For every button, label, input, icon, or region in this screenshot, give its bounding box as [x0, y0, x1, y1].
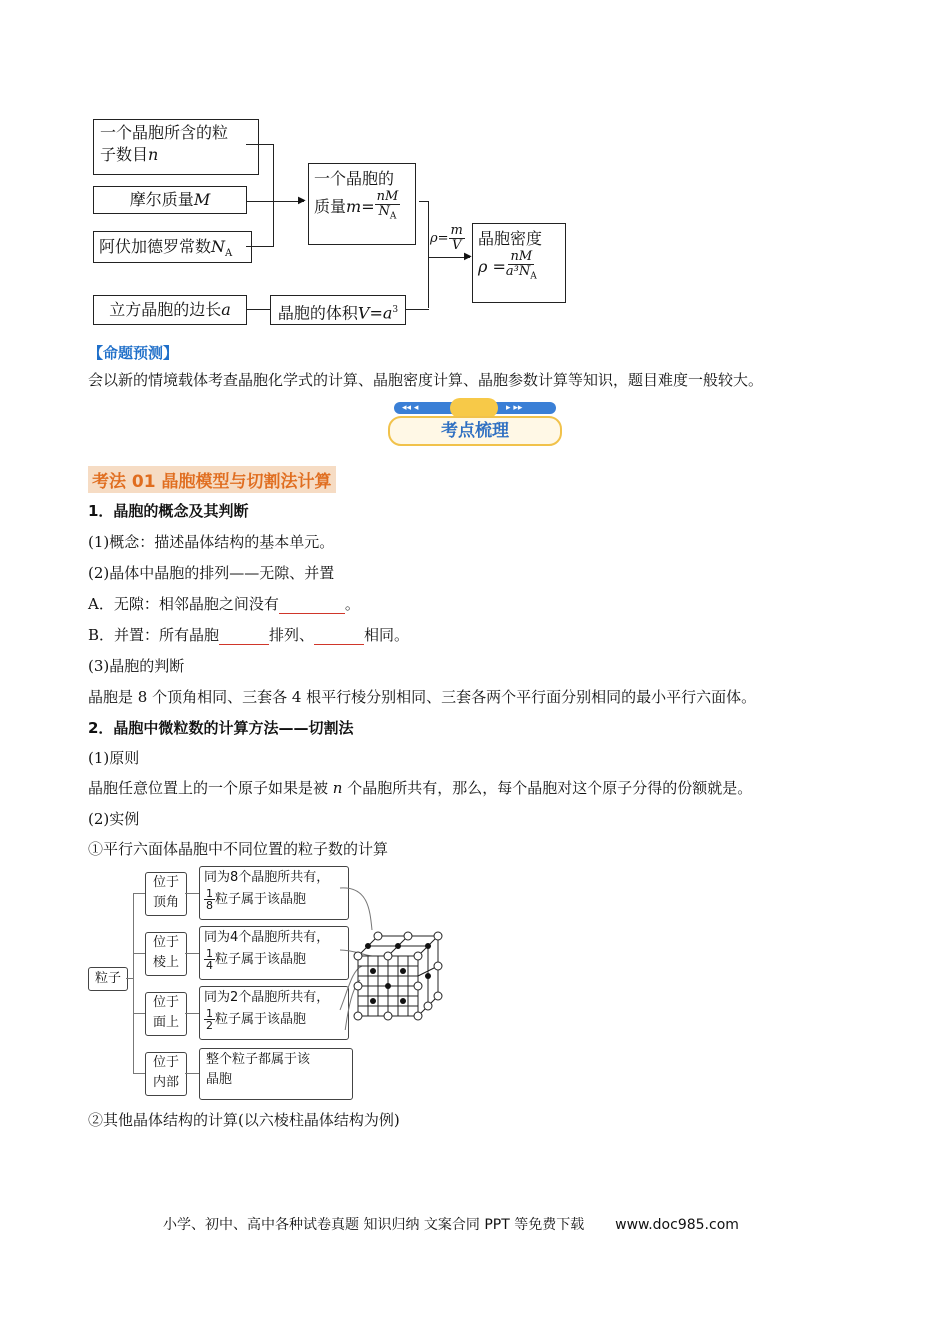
frac-num: 1 [206, 887, 213, 900]
fill-blank[interactable] [314, 628, 364, 645]
paragraph: ①平行六面体晶胞中不同位置的粒子数的计算 [88, 840, 389, 858]
flow-text: 一个晶胞所含的粒 [100, 123, 229, 142]
text: A．无隙：相邻晶胞之间没有 [88, 595, 279, 613]
desc-text: 同为2个晶胞所共有， [204, 990, 330, 1005]
pos-label: 位于 [152, 935, 179, 950]
prediction-title: 【命题预测】 [88, 344, 179, 362]
pos-label: 棱上 [152, 955, 179, 970]
root-label: 粒子 [94, 971, 121, 986]
flow-text: 阿伏加德罗常数 [99, 237, 212, 256]
flow-sup: 3 [392, 305, 399, 315]
paragraph [88, 778, 752, 798]
flow-text: 晶胞的体积 [277, 303, 358, 323]
text: 。 [344, 595, 360, 613]
paragraph-blank-a [88, 594, 360, 614]
text: 晶胞任意位置上的一个原子如果是被 [88, 779, 329, 797]
frac-den: V [452, 238, 462, 253]
paragraph: (2)实例 [88, 810, 140, 828]
desc-text: 粒子属于该晶胞 [215, 1011, 307, 1027]
desc-box-face [199, 986, 349, 1040]
flow-var: M [193, 190, 211, 209]
desc-text: 同为8个晶胞所共有， [204, 870, 330, 885]
banner-label: 考点梳理 [441, 421, 509, 441]
flow-box-particles [93, 119, 259, 175]
root-box [88, 967, 128, 991]
desc-text: 粒子属于该晶胞 [215, 951, 307, 967]
fill-blank[interactable] [279, 597, 345, 614]
frac-num: m [450, 223, 463, 238]
flow-text: 质量 [314, 196, 347, 216]
pos-label: 位于 [152, 1055, 179, 1070]
flow-text: 晶胞密度 [478, 229, 543, 248]
frac-num: 1 [206, 1007, 213, 1020]
flow-text: 子数目 [100, 145, 149, 164]
flow-box-avogadro [93, 231, 252, 263]
desc-text: 粒子属于该晶胞 [215, 891, 307, 907]
text: B．并置：所有晶胞 [88, 626, 220, 644]
pos-label: 位于 [152, 875, 179, 890]
flow-box-edge [93, 295, 247, 325]
flow-box-density [472, 223, 566, 303]
heading-2: 2．晶胞中微粒数的计算方法——切割法 [88, 719, 354, 737]
flow-box-mass [308, 163, 416, 245]
prediction-text: 会以新的情境载体考查晶胞化学式的计算、晶胞密度计算、晶胞参数计算等知识，题目难度一般较大。 [88, 371, 764, 389]
fill-blank[interactable] [219, 628, 269, 645]
frac-den: N [378, 204, 390, 219]
text: 相同。 [364, 626, 410, 644]
pos-box-face [145, 992, 187, 1036]
frac-num: nM [510, 249, 533, 264]
text: 个晶胞所共有，那么，每个晶胞对这个原子分得的份额就是。 [347, 779, 753, 797]
pos-box-vertex [145, 872, 187, 916]
footer-link[interactable]: www.doc985.com [615, 1217, 739, 1233]
paragraph: ②其他晶体结构的计算(以六棱柱晶体结构为例) [88, 1111, 400, 1129]
flow-var: m= [346, 196, 375, 216]
frac-num: 1 [206, 947, 213, 960]
frac-den: 8 [206, 899, 213, 912]
flow-var: N [211, 237, 226, 256]
footer [163, 1214, 739, 1234]
crystal-lattice-illustration [338, 870, 448, 1030]
pos-box-edge [145, 932, 187, 976]
desc-text: 整个粒子都属于该 [206, 1052, 311, 1067]
frac-num: nM [376, 189, 399, 204]
paragraph: (2)晶体中晶胞的排列——无隙、并置 [88, 564, 335, 582]
flow-var: a [221, 300, 231, 319]
paragraph-blank-b [88, 625, 409, 645]
frac-den: 4 [206, 959, 213, 972]
flow-var: V=a [357, 303, 393, 323]
desc-box-edge [199, 926, 349, 980]
footer-text: 小学、初中、高中各种试卷真题 知识归纳 文案合同 PPT 等免费下载 [163, 1217, 585, 1233]
text: 排列、 [269, 626, 315, 644]
pos-box-interior [145, 1052, 187, 1096]
paragraph: (1)原则 [88, 749, 140, 767]
flow-var: ρ= [430, 231, 449, 246]
flow-var: ρ = [478, 256, 506, 276]
flow-text: 立方晶胞的边长 [109, 300, 222, 319]
rho-formula [430, 224, 465, 253]
flow-box-volume [270, 295, 406, 325]
var: n [332, 779, 343, 797]
flow-text: 一个晶胞的 [314, 169, 395, 188]
section-title: 考法 01 晶胞模型与切割法计算 [88, 466, 336, 493]
desc-text: 晶胞 [206, 1072, 233, 1087]
desc-box-vertex [199, 866, 349, 920]
section-banner: ◂◂ ◂ ▸ ▸▸ 考点梳理 [388, 398, 562, 446]
pos-label: 内部 [152, 1075, 179, 1090]
flow-sub: A [389, 211, 397, 222]
paragraph: (3)晶胞的判断 [88, 657, 185, 675]
paragraph: (1)概念：描述晶体结构的基本单元。 [88, 533, 335, 551]
heading-1: 1．晶胞的概念及其判断 [88, 502, 249, 520]
paragraph: 晶胞是 8 个顶角相同、三套各 4 根平行棱分别相同、三套各两个平行面分别相同的最小平行六面体。 [88, 688, 757, 706]
flow-sub: A [225, 248, 233, 260]
desc-text: 同为4个晶胞所共有， [204, 930, 330, 945]
frac-den: a³N [505, 264, 531, 279]
pos-label: 位于 [152, 995, 179, 1010]
flow-sub: A [530, 271, 537, 282]
desc-box-interior [199, 1048, 353, 1100]
frac-den: 2 [206, 1019, 213, 1032]
pos-label: 顶角 [152, 895, 179, 910]
flow-box-molar [93, 186, 247, 214]
flow-var: n [148, 145, 159, 164]
flow-text: 摩尔质量 [129, 190, 194, 209]
pos-label: 面上 [152, 1015, 179, 1030]
